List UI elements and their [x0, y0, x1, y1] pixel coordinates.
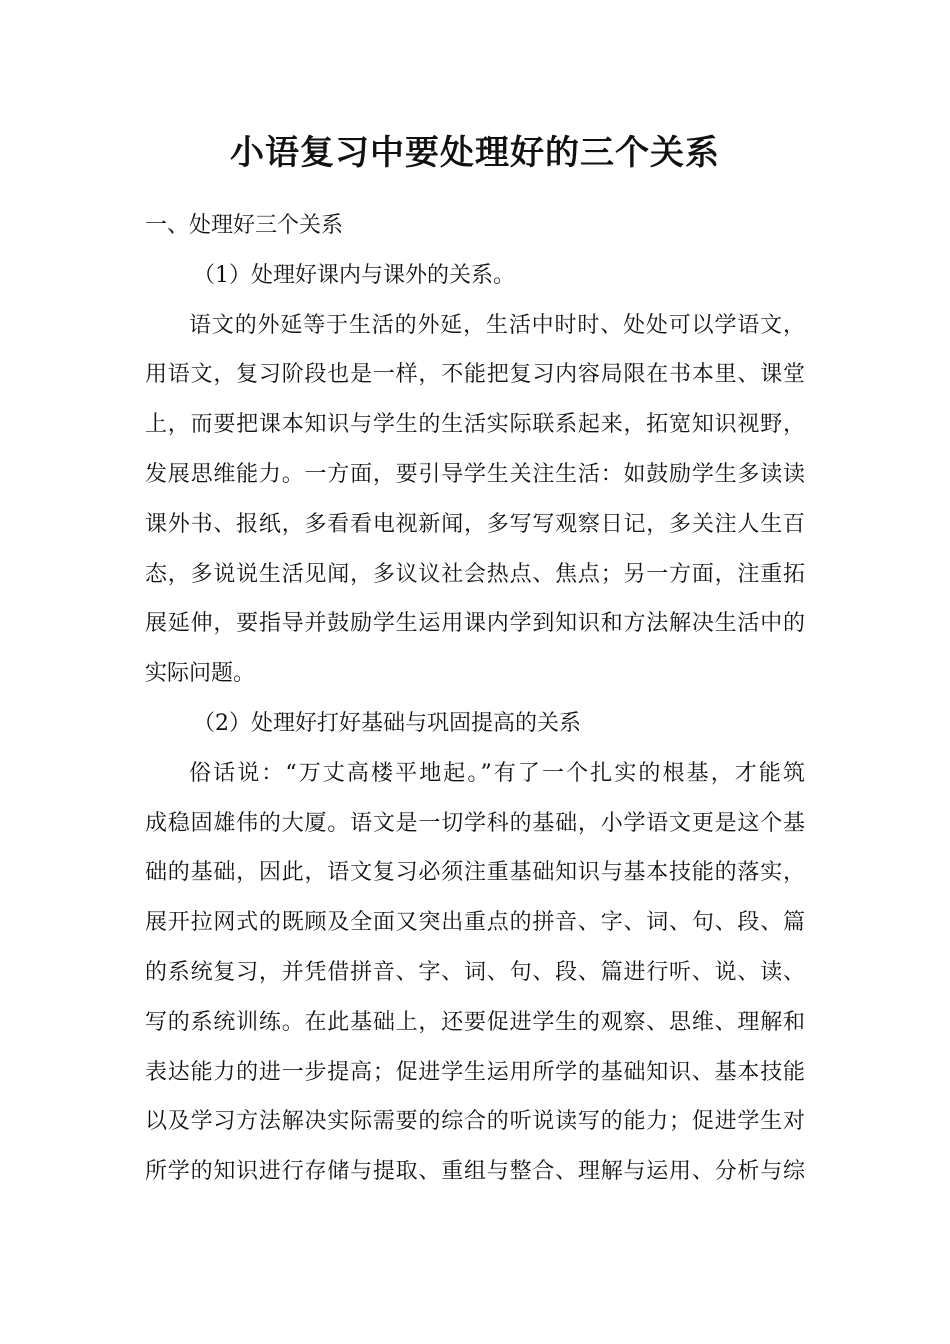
paragraph-1-line: 发展思维能力。一方面，要引导学生关注生活：如鼓励学生多读读 [145, 461, 805, 487]
paragraph-2-line: 所学的知识进行存储与提取、重组与整合、理解与运用、分析与综 [145, 1159, 805, 1185]
paragraph-1-line: 实际问题。 [145, 661, 256, 687]
paragraph-2-line: 础的基础，因此，语文复习必须注重基础知识与基本技能的落实， [145, 860, 805, 886]
subsection-heading-2: （2）处理好打好基础与巩固提高的关系 [193, 710, 581, 736]
subsection-heading-1: （1）处理好课内与课外的关系。 [193, 262, 515, 288]
document-body [145, 201, 805, 1197]
paragraph-2-line: 成稳固雄伟的大厦。语文是一切学科的基础，小学语文更是这个基 [145, 810, 805, 836]
paragraph-1-line: 课外书、报纸，多看看电视新闻，多写写观察日记，多关注人生百 [145, 511, 805, 537]
paragraph-1-line: 展延伸，要指导并鼓励学生运用课内学到知识和方法解决生活中的 [145, 611, 805, 637]
paragraph-2-line: 展开拉网式的既顾及全面又突出重点的拼音、字、词、句、段、篇 [145, 910, 805, 936]
paragraph-1-line: 语文的外延等于生活的外延，生活中时时、处处可以学语文， [189, 312, 805, 338]
paragraph-2-line: 以及学习方法解决实际需要的综合的听说读写的能力；促进学生对 [145, 1109, 805, 1135]
paragraph-1-line: 用语文，复习阶段也是一样，不能把复习内容局限在书本里、课堂 [145, 362, 805, 388]
paragraph-2-line: 俗话说：“万丈高楼平地起。”有了一个扎实的根基，才能筑 [189, 760, 805, 786]
paragraph-1-line: 态，多说说生活见闻，多议议社会热点、焦点；另一方面，注重拓 [145, 561, 805, 587]
document-title: 小语复习中要处理好的三个关系 [230, 133, 720, 173]
paragraph-1-line: 上，而要把课本知识与学生的生活实际联系起来，拓宽知识视野， [145, 412, 805, 438]
section-heading: 一、处理好三个关系 [145, 213, 344, 238]
paragraph-2-line: 写的系统训练。在此基础上，还要促进学生的观察、思维、理解和 [145, 1009, 805, 1035]
paragraph-2-line: 的系统复习，并凭借拼音、字、词、句、段、篇进行听、说、读、 [145, 959, 805, 985]
paragraph-2-line: 表达能力的进一步提高；促进学生运用所学的基础知识、基本技能 [145, 1059, 805, 1085]
